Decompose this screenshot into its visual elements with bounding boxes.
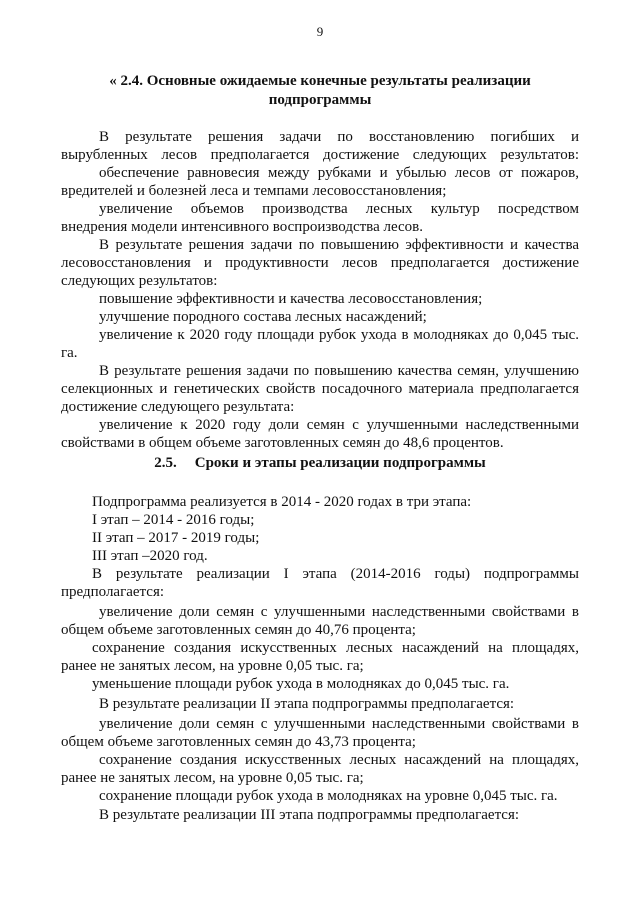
text-line: увеличение к 2020 году доли семян с улучшенными наследственными xyxy=(99,417,579,433)
text-line: селекционных и генетических свойств посадочного материала предполагается xyxy=(61,381,579,397)
page-number: 9 xyxy=(316,24,324,39)
text-line: лесовосстановления и продуктивности лесов предполагается достижение xyxy=(61,255,579,271)
text-line: внедрения модели интенсивного воспроизводства лесов. xyxy=(61,219,423,235)
text-line: ранее не занятых лесом, на уровне 0,05 тыс. га; xyxy=(61,770,364,786)
text-line: вредителей и болезней леса и темпами лесовосстановления; xyxy=(61,183,447,199)
text-line: I этап – 2014 - 2016 годы; xyxy=(92,512,255,528)
section-2-4-title-line2: подпрограммы xyxy=(268,92,372,108)
text-line: сохранение создания искусственных лесных насаждений на площадях, xyxy=(92,640,579,656)
text-line: общем объеме заготовленных семян до 40,76 процента; xyxy=(61,622,416,638)
section-2-4-title-line1: « 2.4. Основные ожидаемые конечные результаты реализации xyxy=(109,73,531,89)
text-line: обеспечение равновесия между рубками и убылью лесов от пожаров, xyxy=(99,165,579,181)
text-line: вырубленных лесов предполагается достижение следующих результатов: xyxy=(61,147,579,163)
text-line: предполагается: xyxy=(61,584,165,600)
text-line: повышение эффективности и качества лесовосстановления; xyxy=(99,291,483,307)
text-line: общем объеме заготовленных семян до 43,73 процента; xyxy=(61,734,416,750)
text-line: сохранение создания искусственных лесных насаждений на площадях, xyxy=(99,752,579,768)
text-line: III этап –2020 год. xyxy=(92,548,208,564)
text-line: уменьшение площади рубок ухода в молодняках до 0,045 тыс. га. xyxy=(92,676,510,692)
text-line: II этап – 2017 - 2019 годы; xyxy=(92,530,260,546)
text-line: следующих результатов: xyxy=(61,273,218,289)
text-line: га. xyxy=(61,345,78,361)
text-line: улучшение породного состава лесных насаждений; xyxy=(99,309,427,325)
text-line: В результате решения задачи по повышению эффективности и качества xyxy=(99,237,579,253)
text-line: Подпрограмма реализуется в 2014 - 2020 годах в три этапа: xyxy=(92,494,472,510)
section-2-5-number: 2.5. xyxy=(154,455,177,471)
section-2-5-title-text: Сроки и этапы реализации подпрограммы xyxy=(194,455,486,471)
text-line: увеличение доли семян с улучшенными наследственными свойствами в xyxy=(99,716,579,732)
text-line: свойствами в общем объеме заготовленных семян до 48,6 процентов. xyxy=(61,435,504,451)
text-line: увеличение к 2020 году площади рубок ухода в молодняках до 0,045 тыс. xyxy=(99,327,579,343)
text-line: В результате решения задачи по восстановлению погибших и xyxy=(99,129,579,145)
text-line: достижение следующего результата: xyxy=(61,399,295,415)
text-line: В результате реализации III этапа подпрограммы предполагается: xyxy=(99,807,520,823)
text-line: сохранение площади рубок ухода в молодняках на уровне 0,045 тыс. га. xyxy=(99,788,558,804)
section-2-5-title xyxy=(0,454,640,473)
text-line: В результате реализации II этапа подпрограммы предполагается: xyxy=(99,696,515,712)
text-line: увеличение доли семян с улучшенными наследственными свойствами в xyxy=(99,604,579,620)
text-line: увеличение объемов производства лесных культур посредством xyxy=(99,201,579,217)
text-line: ранее не занятых лесом, на уровне 0,05 тыс. га; xyxy=(61,658,364,674)
section-2-4-title xyxy=(0,72,640,110)
text-line: В результате реализации I этапа (2014-2016 годы) подпрограммы xyxy=(92,566,579,582)
text-line: В результате решения задачи по повышению качества семян, улучшению xyxy=(99,363,579,379)
